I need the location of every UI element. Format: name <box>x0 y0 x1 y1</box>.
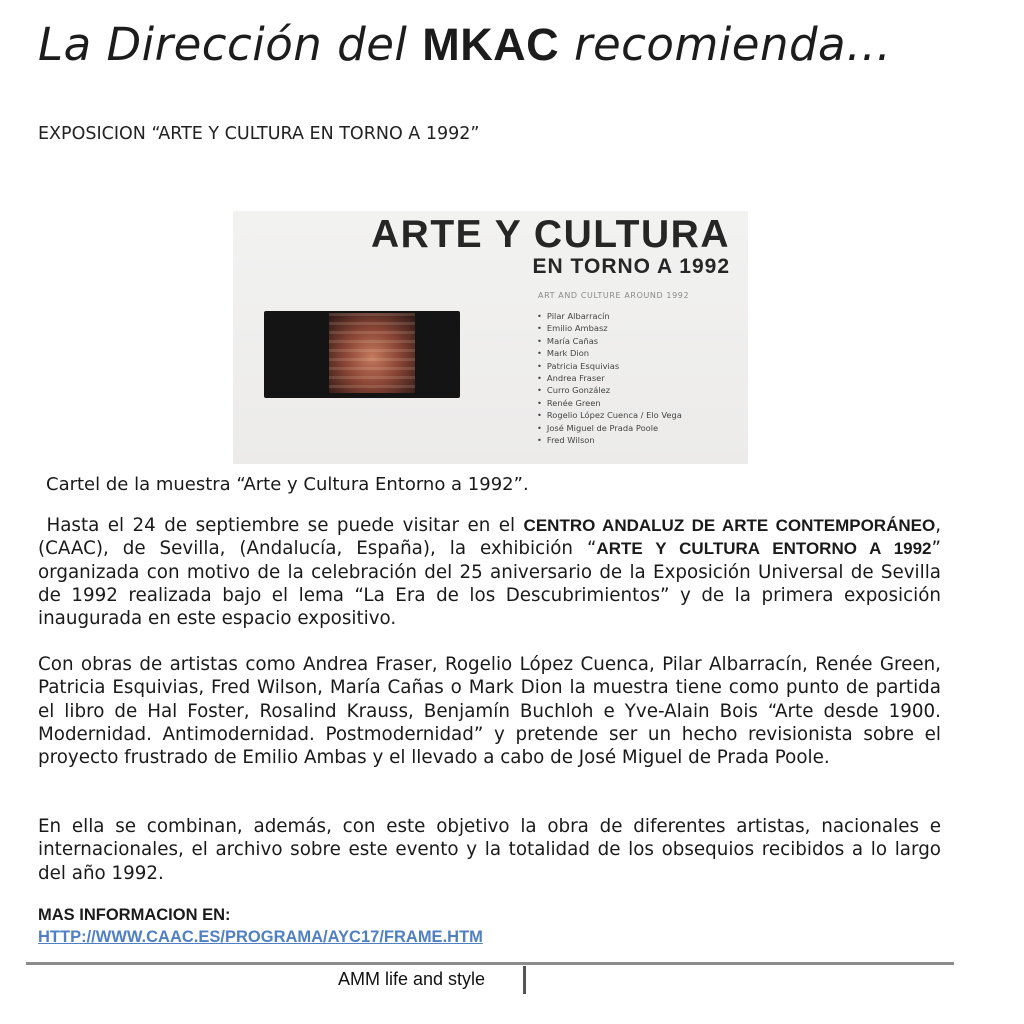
footer-divider <box>26 962 954 965</box>
poster-artist: • Pilar Albarracín <box>537 310 682 322</box>
more-info-label: MAS INFORMACION EN: <box>38 906 231 924</box>
more-info-link[interactable]: HTTP://WWW.CAAC.ES/PROGRAMA/AYC17/FRAME.HTM <box>38 928 483 946</box>
title-suffix: recomienda… <box>559 18 892 71</box>
exhibition-name: ARTE Y CULTURA ENTORNO A 1992 <box>596 539 932 559</box>
poster-artist: • Renée Green <box>537 397 682 409</box>
poster-artist: • Curro González <box>537 384 682 396</box>
venue-name: CENTRO ANDALUZ DE ARTE CONTEMPORÁNEO <box>523 516 936 535</box>
poster-artist: • Andrea Fraser <box>537 372 682 384</box>
video-screen <box>264 311 460 398</box>
poster-artist: • Emilio Ambasz <box>537 322 682 334</box>
poster-artist: • Mark Dion <box>537 347 682 359</box>
video-frame <box>329 313 415 393</box>
paragraph-intro-text-b: , (CAAC), de Sevilla, (Andalucía, España), la exhibición “ <box>38 515 941 560</box>
paragraph-artists: Con obras de artistas como Andrea Fraser, Rogelio López Cuenca, Pilar Albarracín, Renée Green, Patricia Esquivias, Fred Wilson, María Cañas o Mark Dion la muestra tiene como punto de partida el libro de Hal Foster, Rosalind Krauss, Benjamín Buchloh e Yve-Alain Bois “Arte desde 1900. Modernidad. Antimodernidad. Postmodernidad” y pretende ser un hecho revisionista sobre el proyecto frustrado de Emilio Ambas y el llevado a cabo de José Miguel de Prada Poole. <box>38 654 941 769</box>
title-prefix: La Dirección del <box>38 18 423 71</box>
paragraph-intro-text-a: Hasta el 24 de septiembre se puede visitar en el <box>46 515 524 536</box>
footer-vertical-bar <box>523 966 526 994</box>
footer-label: AMM life and style <box>338 969 486 989</box>
exhibition-poster-image <box>233 211 748 464</box>
poster-title: ARTE Y CULTURA <box>370 213 730 256</box>
poster-artist: • María Cañas <box>537 335 682 347</box>
poster-artist-list <box>537 310 682 446</box>
paragraph-summary: En ella se combinan, además, con este objetivo la obra de diferentes artistas, nacionales e internacionales, el archivo sobre este evento y la totalidad de los obsequios recibidos a lo largo del año 1992. <box>38 816 941 884</box>
poster-artist: • Rogelio López Cuenca / Elo Vega <box>537 409 682 421</box>
poster-artist: • José Miguel de Prada Poole <box>537 422 682 434</box>
poster-artist: • Fred Wilson <box>537 434 682 446</box>
title-brand: MKAC <box>422 19 560 70</box>
paragraph-intro-text-c: ” organizada con motivo de la celebración del 25 aniversario de la Exposición Universal de Sevilla de 1992 realizada bajo el lema “La Era de los Descubrimientos” y de la primera exposición inaugurada en este espacio expositivo. <box>38 538 941 630</box>
poster-artist: • Patricia Esquivias <box>537 360 682 372</box>
exhibition-line: EXPOSICION “ARTE Y CULTURA EN TORNO A 1992” <box>38 124 480 144</box>
paragraph-intro <box>38 514 941 630</box>
page-title <box>38 18 892 71</box>
image-caption: Cartel de la muestra “Arte y Cultura Entorno a 1992”. <box>46 474 529 495</box>
poster-subtitle: EN TORNO A 1992 <box>532 255 730 278</box>
poster-english-title: ART AND CULTURE AROUND 1992 <box>538 291 690 300</box>
